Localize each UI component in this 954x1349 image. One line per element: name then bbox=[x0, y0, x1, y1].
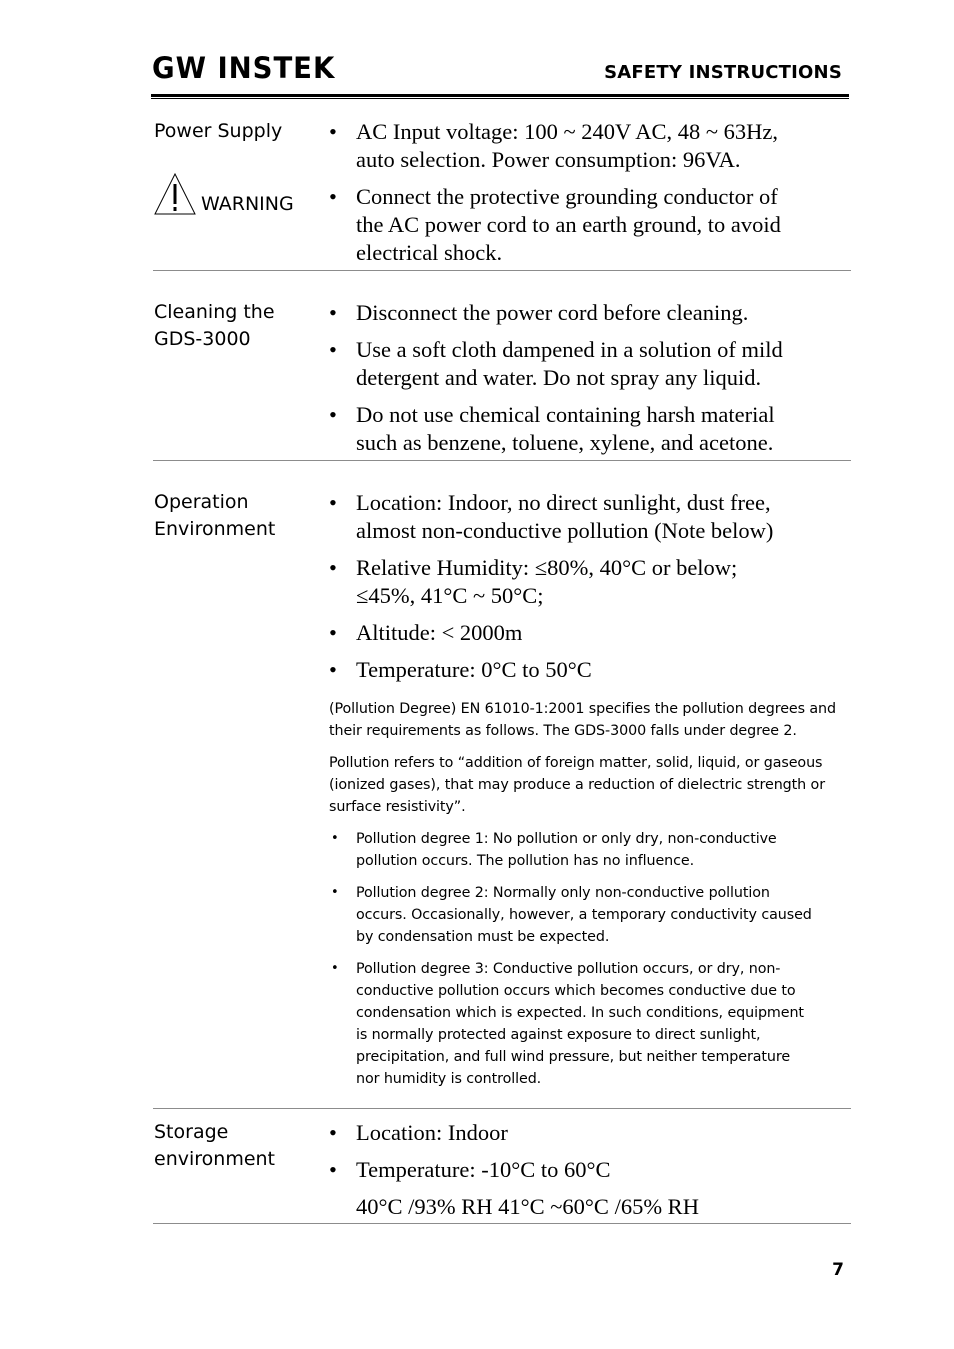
pollution-degree-item: • Pollution degree 3: Conductive pollution occurs, or dry, non- conductive pollution occurs which becomes conductive due to condensation which is expected. In such conditions, equipment is normally protected against exposure to direct sunlight, precipitation, and full wind pressure, but neither temperature nor humidity is controlled. bbox=[329, 958, 851, 1090]
bullet-item: • Temperature: -10°C to 60°C bbox=[329, 1156, 851, 1184]
page-header-title: SAFETY INSTRUCTIONS bbox=[604, 62, 842, 83]
bullet-item: • Connect the protective grounding conductor of the AC power cord to an earth ground, to avoid electrical shock. bbox=[329, 183, 851, 267]
label-line: Power Supply bbox=[154, 120, 283, 142]
section-content bbox=[329, 299, 851, 466]
section-label bbox=[154, 1119, 324, 1173]
section-power-supply bbox=[153, 118, 851, 271]
label-line: Cleaning the bbox=[154, 301, 275, 323]
section-label bbox=[154, 299, 324, 353]
gw-instek-logo: GW INSTEK bbox=[152, 51, 336, 85]
section-cleaning bbox=[153, 299, 851, 461]
pollution-note: (Pollution Degree) EN 61010-1:2001 specifies the pollution degrees and their requirements as follows. The GDS-3000 falls under degree 2. bbox=[329, 701, 836, 739]
section-content bbox=[329, 1119, 851, 1221]
bullet-item: • Location: Indoor, no direct sunlight, dust free, almost non-conductive pollution (Note below) bbox=[329, 489, 851, 545]
section-storage-environment bbox=[153, 1119, 851, 1224]
section-label bbox=[154, 118, 324, 145]
bullet-item: • Do not use chemical containing harsh material such as benzene, toluene, xylene, and acetone. bbox=[329, 401, 851, 457]
bullet-item: • AC Input voltage: 100 ~ 240V AC, 48 ~ 63Hz, auto selection. Power consumption: 96VA. bbox=[329, 118, 851, 174]
header-rule-thick bbox=[151, 94, 849, 97]
warning-label: WARNING bbox=[201, 193, 294, 215]
label-line: Environment bbox=[154, 518, 276, 540]
section-operation-environment bbox=[153, 489, 851, 1109]
label-line: Operation bbox=[154, 491, 249, 513]
label-line: Storage bbox=[154, 1121, 229, 1143]
page-number: 7 bbox=[832, 1260, 844, 1280]
section-label bbox=[154, 489, 324, 543]
bullet-item: • Use a soft cloth dampened in a solution of mild detergent and water. Do not spray any liquid. bbox=[329, 336, 851, 392]
bullet-item: • Temperature: 0°C to 50°C bbox=[329, 656, 851, 684]
section-content bbox=[329, 118, 851, 276]
bullet-item: • Relative Humidity: ≤80%, 40°C or below; ≤45%, 41°C ~ 50°C; bbox=[329, 554, 851, 610]
label-line: environment bbox=[154, 1148, 276, 1170]
header-rule-thin bbox=[151, 98, 849, 99]
section-content bbox=[329, 489, 851, 1100]
pollution-degree-item: • Pollution degree 2: Normally only non-conductive pollution occurs. Occasionally, however, a temporary conductivity caused by condensation must be expected. bbox=[329, 882, 851, 948]
warning-notice bbox=[153, 170, 294, 216]
pollution-note: Pollution refers to “addition of foreign matter, solid, liquid, or gaseous (ionized gases), that may produce a reduction of dielectric strength or surface resistivity”. bbox=[329, 755, 825, 815]
pollution-degree-item: • Pollution degree 1: No pollution or only dry, non-conductive pollution occurs. The pollution has no influence. bbox=[329, 828, 851, 872]
label-line: GDS-3000 bbox=[154, 328, 251, 350]
storage-humidity-line: 40°C /93% RH 41°C ~60°C /65% RH bbox=[356, 1194, 699, 1219]
bullet-item: • Disconnect the power cord before cleaning. bbox=[329, 299, 851, 327]
bullet-item: • Altitude: < 2000m bbox=[329, 619, 851, 647]
bullet-item: • Location: Indoor bbox=[329, 1119, 851, 1147]
warning-triangle-icon bbox=[153, 172, 197, 216]
